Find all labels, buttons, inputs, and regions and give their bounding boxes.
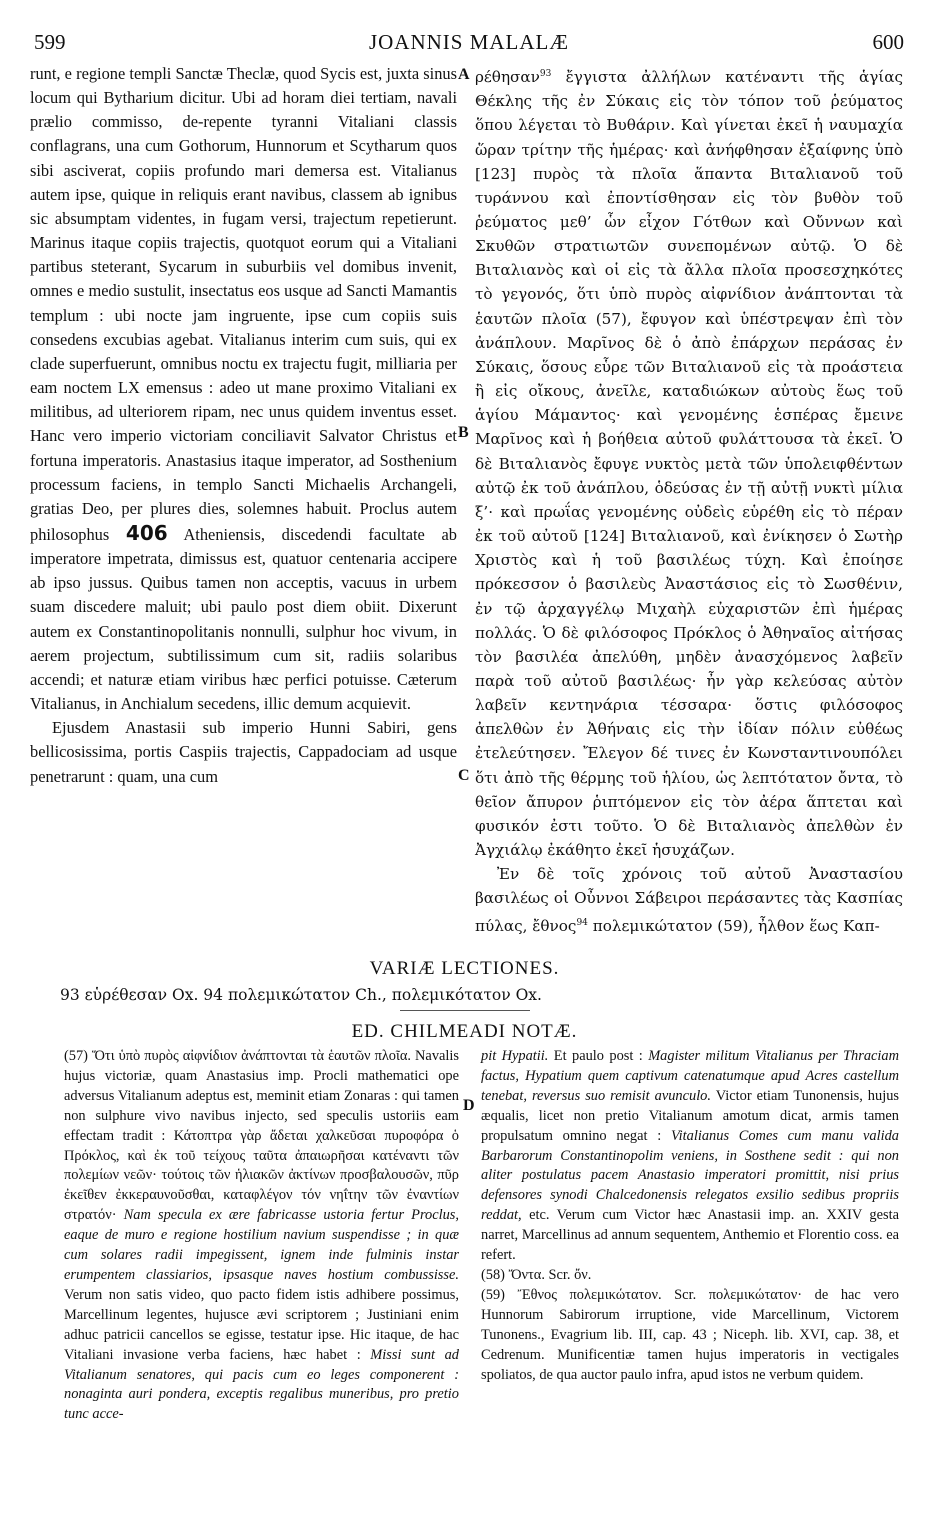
greek-text: ἔγγιστα ἀλλήλων κατέναντι τῆς ἁγίας Θέκλης τῆς ἐν Σύκαις εἰς τὸν τόπον τοῦ ῥεύματος ὅπου λέγεται τὸ Βυθάριν. Καὶ γίνεται ἐκεῖ ἡ ναυμαχία ὥραν τρίτην τῆς ἡμέρας· καὶ ἀνήφθησαν ἐξαίφνης ὑπὸ [123] πυρὸς τὰ πλοῖα ἅπαντα Βιταλιανοῦ τοῦ τυράννου καὶ ἐποντίσθησαν εἰς τὸν βυθὸν τοῦ ῥεύματος μεθ’ ὧν εἶχον Γότθων καὶ Οὔννων καὶ Σκυθῶν στρατιωτῶν συνεπομένων αὐτῷ. Ὁ δὲ Βιταλιανὸς καὶ οἱ εἰς τὰ ἄλλα πλοῖα προσεσχηκότες τὸ γεγονός, ὅτι ὑπὸ πυρὸς αἰφνίδιον ἀνάπτονται τὰ ἑαυτῶν πλοῖα (57), ἔφυγον καὶ ὑπέστρεψαν ἐπὶ τὸν ἀνάπλουν. Μαρῖνος δὲ ὁ ἀπὸ ἐπάρχων περάσας ἐν Σύκαις, ὅσους εὗρε τῶν Βιταλιανοῦ εἰς τὰ προάστεια ἢ εἰς οἴκους, ἀνεῖλε, καταδιώκων αὐτοὺς ἕως τοῦ ἁγίου Μάμαντος· καὶ γενομένης ἑσπέρας ἔμεινε Μαρῖνος καὶ ἡ βοήθεια αὐτοῦ φυλάττουσα τὰ ἐκεῖ. Ὁ δὲ Βιταλιανὸς ἔφυγε νυκτὸς μετὰ τῶν ὑπολειφθέντων αὐτῷ ἐκ τοῦ ἀνάπλου, ὁδεύσας ἐν τῇ αὐτῇ νυκτὶ μίλια ξ’· καὶ πρωΐας γενομένης οὐδεὶς εὑρέθη εἰς τὸ πέραν ἐκ τοῦ αὐτοῦ [124] Βιταλιανοῦ, καὶ ἐνίκησεν ὁ Σωτὴρ Χριστὸς καὶ ἡ τοῦ βασιλέως τύχη. Καὶ ἐποίησε πρόκεσσον ὁ βασιλεὺς Ἀναστάσιος εἰς τὸ Σωσθένιν, ἐν τῷ ἀρχαγγέλῳ Μιχαὴλ εὐχαριστῶν ἐπὶ ἡμέρας πολλάς. Ὁ δὲ φιλόσοφος Πρόκλος ὁ Ἀθηναῖος αἰτήσας τὸν βασιλέα ἀπελύθη, μηδὲν ἀνασχόμενος λαβεῖν παρὰ τοῦ αὐτοῦ βασιλέως· ἦν γὰρ κελεύσας αὐτὸν λαβεῖν κεντηνάρια τέσσαρα· ὅστις φιλόσοφος ἀπελθὼν ἐν Ἀθήναις εἰς τὴν ἰδίαν πόλιν εὐθέως ἐτελεύτησεν. Ἔλεγον δέ τινες ἐν Κωνσταντινουπόλει ὅτι ἀπὸ τῆς θέρμης τοῦ ἡλίου, ὡς λεπτότατον ὄντα, τὸ θεῖον ἄπυρον ῥιπτόμενον εἰς τὸν ἀέρα ἅπτεται καὶ φυσικόν ἐστι τοῦτο. Ὁ δὲ Βιταλιανὸς ἀπελθὼν ἐν Ἀγχιάλῳ ἐκάθητο ἐκεῖ ἡσυχάζων.: [475, 68, 904, 860]
note-59: (59) Ἔθνος πολεμικώτατον. Scr. πολεμικώτατον· de hac vero Hunnorum Sabirorum irruptione, vide Marcellinum, Victorem Tunonens., Evagrium lib. III, cap. 43 ; Niceph. lib. XVI, cap. 38, et Cedrenum. Munificentiæ tamen hujus imperatoris in vectigales spoliatos, de qua auctor paulo infra, apud istos ne verbum quidem.: [481, 1286, 899, 1383]
latin-column: [30, 62, 457, 789]
note-58: (58) Ὄντα. Scr. ὄν.: [481, 1266, 592, 1283]
footnote-ref: 93: [539, 69, 552, 79]
margin-letter-c: C: [458, 767, 470, 784]
running-header: [34, 30, 904, 58]
footnote-ref: 94: [576, 917, 588, 928]
margin-letter-b: B: [458, 424, 469, 441]
note-text: Victor etiam Tunonensis, hujus æqualis, licet non pretio Vitalianum amotum dicat, armis tamen propulsatum omnino negat :: [481, 1087, 899, 1144]
note-quote: Missi sunt ad Vitalianum senatores, qui pacis cum eo leges componerent : nonaginta auri pondera, exceptis regalibus muneribus, pro pretio tunc acce-: [64, 1346, 460, 1423]
notes-heading: ED. CHILMEADI NOTÆ.: [351, 1021, 578, 1042]
page-number-right: 600: [872, 30, 904, 54]
notes-right-column: [481, 1047, 899, 1385]
note-quote: pit Hypatii.: [481, 1048, 549, 1064]
variae-heading: VARIÆ LECTIONES.: [369, 958, 560, 979]
greek-text: ρέθησαν: [475, 68, 540, 87]
greek-paragraph: [475, 62, 903, 862]
variae-text: 93 εὑρέθεσαν Ox. 94 πολεμικώτατον Ch., πολεμικότατον Ox.: [60, 986, 542, 1004]
margin-letter-a: A: [458, 66, 470, 83]
greek-text: πολεμικώτατον (59), ἦλθον ἕως Καπ-: [592, 916, 880, 935]
divider: [400, 1010, 530, 1011]
page-marker: 406: [125, 520, 168, 545]
latin-text: runt, e regione templi Sanctæ Theclæ, quod Sycis est, juxta sinus locum qui Bytharium dicitur. Ubi ad horam diei tertiam, navali prælio commisso, de-repente tyranni Vitaliani classis conflagrans, una cum Gothorum, Hunnorum et Scytharum quos sibi asciverat, copiis profundo mari demersa est. Vitalianus autem ipse, quique in reliquis erant navibus, classem ab ignibus sic absumptam videntes, in fugam versi, trajectum repetierunt. Marinus itaque copiis trajectis, quotquot eorum qui a Vitaliani partibus steterant, Sycarum in suburbiis vel domibus invenit, omnes e medio sustulit, insectatus eos usque ad Sancti Mamantis templum : ubi nocte jam ingruente, ipse cum copiis suis consedens excubias agebat. Vitalianus interim cum suis, qui ex clade superfuerunt, omnibus noctu ex trajectu fugit, milliaria per eam noctem LX emensus : adeo ut mane proximo Vitaliani ex militibus, ad ulteriorem ripam, nec unus quidem inventus esset. Hanc vero imperio victoriam conciliavit Salvator Christus et fortuna imperatoris. Anastasius itaque imperator, ad Sosthenium processum faciens, in templo Sancti Michaelis Archangeli, gratias Deo, per plures dies, solemnes habuit. Proclus autem philosophus: [30, 64, 457, 544]
running-title: JOANNIS MALALÆ: [368, 30, 570, 54]
note-quote: Nam specula ex ære fabricasse ustoria fertur Proclus, eaque de muro e regione hostilium navium suspendisse ; in quæ cum solares radii impegissent, ignem inde fulminis instar erumpentem classiarios, ipsasque naves hostium combussisse.: [64, 1207, 459, 1283]
latin-text: Ejusdem Anastasii sub imperio Hunni Sabiri, gens bellicosissima, portis Caspiis trajectis, Cappadociam ad usque penetrarunt : quam, una cum: [30, 718, 457, 786]
latin-text: Atheniensis, discedendi facultate ab imperatore impetrata, dimissus est, quatuor centenaria accipere ab ipso jussus. Quibus tamen non acceptis, vacuus in urbem suam discedere maluit; ubi paulo post diem obiit. Dixerunt autem ex Constantinopolitanis nonnulli, sulphur hoc vivum, in aerem projectum, subtilissimum cum sit, radiis solaribus accendi; et naturæ etiam viribus hæc perfici potuisse. Cæterum Vitalianus, in Anchialum secedens, illic demum acquievit.: [30, 524, 457, 714]
note-57-cont: [481, 1047, 899, 1266]
note-text: Et paulo post :: [553, 1048, 643, 1064]
greek-paragraph: [475, 862, 903, 938]
greek-text: Ἐν δὲ τοῖς χρόνοις τοῦ αὐτοῦ Ἀναστασίου βασιλέως οἱ Οὖννοι Σάβειροι περάσαντες τὰς Κασπίας πύλας, ἔθνος: [475, 865, 903, 935]
latin-paragraph: [30, 62, 457, 716]
note-text: etc. Verum cum Victor hæc Anastasii imp. an. XXIV gesta narret, Marcellinus ad annum sequentem, Anthemio et Florentio coss. ea refert.: [481, 1207, 900, 1264]
margin-letter-d: D: [463, 1097, 475, 1114]
greek-column: [475, 62, 903, 938]
notes-left-column: [64, 1047, 459, 1425]
latin-paragraph: [30, 716, 457, 788]
page-number-left: 599: [34, 30, 66, 54]
note-text: Verum non satis video, quo pacto fidem istis adhibere possimus, Marcellinum legentes, hujusce ævi scriptorem ; Justiniani enim adhuc patricii cancellos se egisse, testatur ipse. Hic itaque, de hac Vitaliani invasione verba faciens, hæc habet :: [64, 1286, 459, 1363]
note-quote: Magister militum Vitalianus per Thraciam factus, Hypatium quem captivum catenatumque apud Acres castellum tenebat, reversus suo remisit avunculo.: [481, 1048, 899, 1104]
note-quote: Vitalianus Comes cum manu valida Barbarorum Constantinopolim veniens, in Sosthene sedit : qui non aliter postulatus pacem Anastasio imperatori promittit, nisi prius defensores synodi Chalcedonensis relegatos exsilio sedibus propriis reddat,: [481, 1127, 899, 1224]
note-57: [64, 1047, 459, 1425]
note-text: (57) Ὅτι ὑπὸ πυρὸς αἰφνίδιον ἀνάπτονται τὰ ἑαυτῶν πλοῖα. Navalis hujus victoriæ, quam Anastasius imp. Procli mathematici ope adversus Vitalianum adeptus est, meminit etiam Zonaras : qui tamen non sulphure vivo navibus injecto, sed speculis ustoriis eam effectam tradit : Κάτοπτρα γὰρ ἄδεται χαλκεῦσαι πυροφόρα ὁ Πρόκλος, καὶ ἐκ τοῦ τείχους ταῦτα ἀπαιωρῆσαι κατέναντι τῶν πολεμίων νεῶν· τούτοις τῶν ἡλιακῶν ἀκτίνων προσβαλουσῶν, πῦρ ἐκεῖθεν ἐκκεραυνοῦσθαι, καταφλέγον τόν νηΐτην τῶν ἐναντίων στρατόν·: [64, 1048, 459, 1224]
